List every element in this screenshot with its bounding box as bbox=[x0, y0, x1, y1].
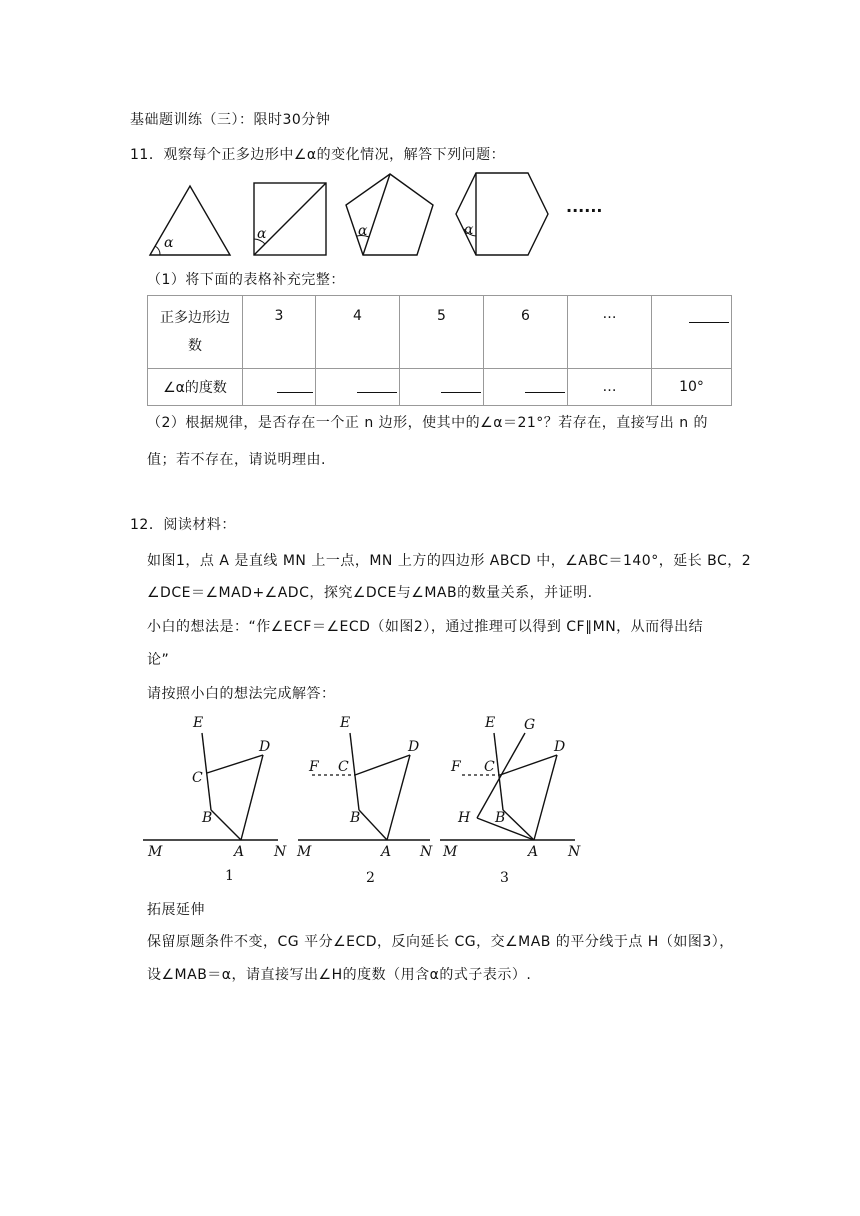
square-alpha-label: α bbox=[257, 226, 267, 242]
q11-stem: 11．观察每个正多边形中∠α的变化情况，解答下列问题： bbox=[130, 147, 506, 163]
svg-text:D: D bbox=[259, 739, 271, 755]
extension-line1: 保留原题条件不变，CG 平分∠ECD，反向延长 CG，交∠MAB 的平分线于点 H（如图3）， bbox=[147, 934, 734, 950]
q12-line2: ∠DCE＝∠MAD+∠ADC，探究∠DCE与∠MAB的数量关系，并证明. bbox=[147, 585, 593, 601]
q12-line5: 请按照小白的想法完成解答： bbox=[147, 686, 336, 702]
svg-text:M: M bbox=[148, 844, 163, 860]
svg-text:B: B bbox=[350, 810, 361, 826]
triangle-alpha-label: α bbox=[164, 235, 174, 251]
extension-title: 拓展延伸 bbox=[147, 902, 205, 918]
angle-table bbox=[147, 295, 732, 406]
q12-line1: 如图1，点 A 是直线 MN 上一点，MN 上方的四边形 ABCD 中，∠ABC＝140°，延长 BC，2 bbox=[147, 553, 752, 569]
figure-1 bbox=[143, 715, 287, 884]
figure-2-caption: 2 bbox=[366, 870, 375, 886]
table-cell-sides: 3 bbox=[243, 296, 316, 369]
table-cell-blank bbox=[484, 369, 568, 406]
table-cell-angle: 10° bbox=[652, 369, 732, 406]
svg-text:D: D bbox=[554, 739, 566, 755]
hexagon-alpha-label: α bbox=[464, 222, 474, 238]
svg-text:N: N bbox=[274, 844, 287, 860]
svg-text:F: F bbox=[451, 759, 461, 775]
table-header-sides: 正多边形边 数 bbox=[148, 296, 243, 369]
polygon-figures bbox=[0, 170, 860, 260]
table-cell-sides: 4 bbox=[316, 296, 400, 369]
figure-3-caption: 3 bbox=[500, 870, 509, 886]
pentagon-alpha-label: α bbox=[358, 223, 368, 239]
figure-1-caption: 1 bbox=[225, 868, 234, 884]
svg-text:E: E bbox=[485, 715, 496, 731]
ellipsis-dots: ······ bbox=[566, 201, 603, 220]
q11-part2-line2: 值；若不存在，请说明理由. bbox=[147, 452, 326, 468]
svg-text:C: C bbox=[484, 759, 495, 775]
svg-text:C: C bbox=[338, 759, 349, 775]
table-cell-sides: … bbox=[568, 296, 652, 369]
q11-part2-line1: （2）根据规律，是否存在一个正 n 边形，使其中的∠α＝21°？若存在，直接写出 n 的 bbox=[147, 415, 709, 431]
geometry-figures bbox=[0, 710, 860, 890]
svg-text:H: H bbox=[458, 810, 471, 826]
table-cell-blank bbox=[316, 369, 400, 406]
q12-title: 12．阅读材料： bbox=[130, 517, 236, 533]
figure-3 bbox=[440, 715, 581, 886]
svg-text:G: G bbox=[524, 717, 536, 733]
svg-text:D: D bbox=[408, 739, 420, 755]
svg-text:A: A bbox=[381, 844, 392, 860]
svg-text:A: A bbox=[528, 844, 539, 860]
table-cell-blank bbox=[400, 369, 484, 406]
hexagon-shape bbox=[456, 173, 548, 255]
q12-line3: 小白的想法是：“作∠ECF＝∠ECD（如图2），通过推理可以得到 CF∥MN，从而得出结 bbox=[147, 619, 704, 635]
table-cell-blank bbox=[652, 296, 732, 369]
table-header-angle: ∠α的度数 bbox=[148, 369, 243, 406]
svg-text:N: N bbox=[568, 844, 581, 860]
svg-text:N: N bbox=[420, 844, 433, 860]
extension-line2: 设∠MAB＝α，请直接写出∠H的度数（用含α的式子表示）. bbox=[147, 967, 532, 983]
svg-text:E: E bbox=[193, 715, 204, 731]
table-cell-sides: 6 bbox=[484, 296, 568, 369]
q12-line4: 论” bbox=[147, 652, 170, 668]
svg-text:M: M bbox=[297, 844, 312, 860]
svg-text:A: A bbox=[234, 844, 245, 860]
figure-2 bbox=[296, 715, 433, 886]
section-header: 基础题训练（三）：限时30分钟 bbox=[130, 112, 331, 128]
q11-part1: （1）将下面的表格补充完整： bbox=[147, 272, 345, 288]
svg-text:E: E bbox=[340, 715, 351, 731]
svg-text:B: B bbox=[495, 810, 506, 826]
svg-text:B: B bbox=[202, 810, 213, 826]
svg-text:F: F bbox=[309, 759, 319, 775]
table-cell-sides: 5 bbox=[400, 296, 484, 369]
table-cell-blank bbox=[243, 369, 316, 406]
svg-text:M: M bbox=[443, 844, 458, 860]
svg-text:C: C bbox=[192, 770, 203, 786]
triangle-shape bbox=[150, 186, 230, 255]
pentagon-shape bbox=[346, 174, 433, 255]
table-cell-angle: … bbox=[568, 369, 652, 406]
